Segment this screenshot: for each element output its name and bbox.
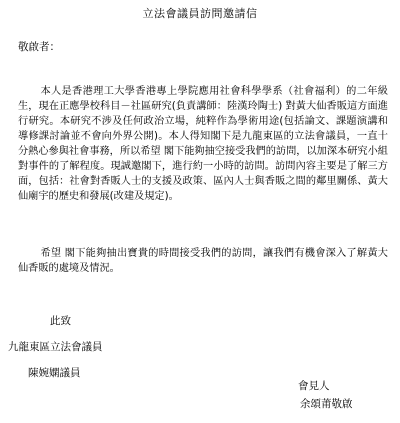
sender-label: 會見人: [298, 380, 330, 392]
salutation: 敬啟者：: [18, 41, 60, 53]
recipient-office: 九龍東區立法會議員: [8, 341, 103, 353]
sender-signature: 余頌莆敬啟: [300, 398, 353, 410]
body-paragraph-closing-request: 希望 閣下能夠抽出寶貴的時間接受我們的訪問，讓我們有機會深入了解黃大仙香販的處境及情況。: [18, 248, 388, 274]
letter-title: 立法會議員訪問邀請信: [142, 7, 258, 20]
recipient-name: 陳婉嫻議員: [28, 367, 81, 379]
body-paragraph-main: 本人是香港理工大學香港專上學院應用社會科學學系（社會福利）的二年級生，現在正應學校科目－社區研究(負責講師：陸漢玲陶士) 對黃大仙香販這方面進行研究。本研究不涉及任何政治立場，純粹作為學術用途(包括論文、課題演講和導修課討論並不會向外界公開)。本人得知閣下是九龍東區的立法會議員，一直十分熱心參與社會事務，所以希望 閣下能夠抽空接受我們的訪問，以加深本研究小組對事件的了解程度。現誠邀閣下，進行約一小時的訪問。訪問內容主要是了解三方面，包括：社會對香販人士的支援及政策、區內人士與香販之間的鄰里關係、黃大仙廟宇的歷史和發展(改建及規定)。: [18, 86, 388, 202]
closing-phrase: 此致: [50, 315, 71, 327]
